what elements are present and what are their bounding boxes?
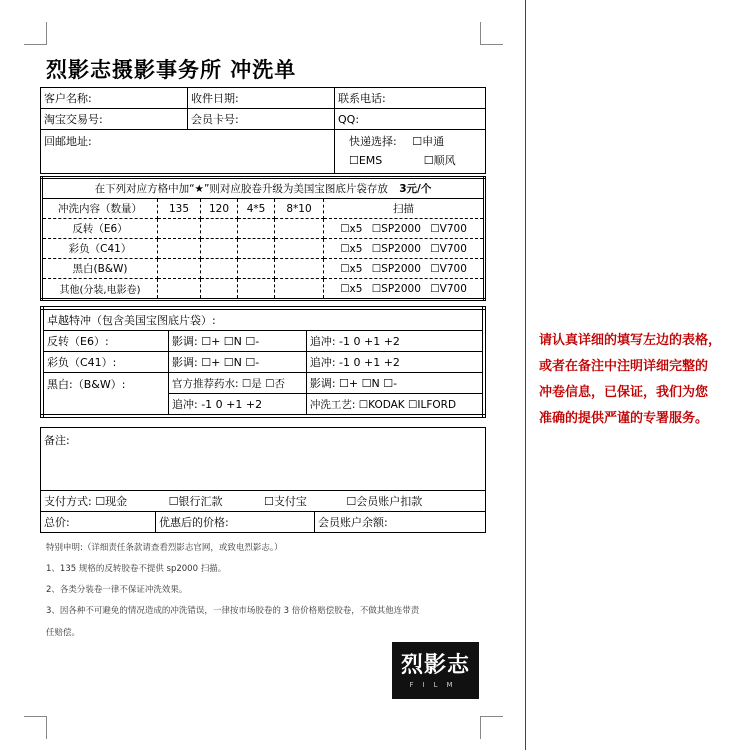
scan-option-v700[interactable]: ☐V700 (430, 222, 467, 235)
instruction-line: 请认真详细的填写左边的表格， (539, 333, 722, 348)
crop-mark-top-right (480, 22, 503, 45)
instruction-line: 或者在备注中注明详细完整的 (539, 359, 709, 374)
scan-options (324, 279, 485, 300)
develop-row (42, 239, 485, 259)
qq-field[interactable]: QQ: (335, 109, 486, 130)
cell-input[interactable] (238, 219, 275, 239)
scan-options (324, 259, 485, 279)
cell-input[interactable] (275, 279, 324, 300)
express-option-ems[interactable]: ☐EMS (349, 154, 383, 167)
instruction-sidebar (539, 328, 745, 432)
receive-date-field[interactable]: 收件日期: (188, 88, 335, 109)
scan-option-x5[interactable]: ☐x5 (340, 242, 363, 255)
cell-input[interactable] (201, 219, 238, 239)
tone-options[interactable]: 影调: ☐+ ☐N ☐- (169, 352, 307, 373)
logo-subtext: FILM (409, 681, 462, 689)
customer-name-field[interactable]: 客户名称: (41, 88, 188, 109)
cell-input[interactable] (238, 239, 275, 259)
return-address-field[interactable]: 回邮地址: (41, 130, 335, 174)
remark-field[interactable]: 备注: (41, 428, 486, 491)
notes-statement: 特别申明:（详细责任条款请查看烈影志官网，或致电烈影志。） (46, 543, 283, 553)
express-label: 快递选择: (349, 135, 397, 148)
scan-option-v700[interactable]: ☐V700 (430, 262, 467, 275)
process-options[interactable]: 冲洗工艺: ☐KODAK ☐ILFORD (306, 394, 484, 417)
phone-field[interactable]: 联系电话: (335, 88, 486, 109)
customer-info-table (40, 87, 486, 174)
develop-row (42, 259, 485, 279)
cell-input[interactable] (275, 219, 324, 239)
cell-input[interactable] (201, 279, 238, 300)
cell-input[interactable] (275, 259, 324, 279)
premium-row-label-c41: 彩负（C41）: (42, 352, 169, 373)
push-options[interactable]: 追冲: -1 0 +1 +2 (306, 331, 484, 352)
develop-row (42, 219, 485, 239)
scan-option-sp2000[interactable]: ☐SP2000 (371, 222, 421, 235)
express-option-shentong[interactable]: ☐申通 (412, 135, 445, 148)
premium-row-label-bw: 黑白:（B&W）: (42, 373, 169, 417)
upgrade-instruction: 在下列对应方格中加“★”则对应胶卷升级为美国宝图底片袋存放 (94, 183, 388, 195)
upgrade-price: 3元/个 (399, 183, 432, 195)
developing-table (40, 176, 486, 301)
col-scan-header: 扫描 (324, 199, 485, 219)
premium-row-label-e6: 反转（E6）: (42, 331, 169, 352)
member-card-field[interactable]: 会员卡号: (188, 109, 335, 130)
scan-option-x5[interactable]: ☐x5 (340, 282, 363, 295)
crop-mark-bottom-right (480, 716, 503, 739)
crop-mark-top-left (24, 22, 47, 45)
push-options[interactable]: 追冲: -1 0 +1 +2 (306, 352, 484, 373)
cell-input[interactable] (158, 219, 201, 239)
push-options[interactable]: 追冲: -1 0 +1 +2 (169, 394, 307, 417)
col-size-120: 120 (201, 199, 238, 219)
crop-mark-bottom-left (24, 716, 47, 739)
cell-input[interactable] (158, 259, 201, 279)
cell-input[interactable] (201, 259, 238, 279)
payment-option-cash[interactable]: ☐现金 (95, 495, 128, 508)
cell-input[interactable] (238, 279, 275, 300)
page-edge-divider (525, 0, 526, 750)
scan-option-x5[interactable]: ☐x5 (340, 262, 363, 275)
payment-option-alipay[interactable]: ☐支付宝 (263, 495, 307, 508)
scan-option-v700[interactable]: ☐V700 (430, 282, 467, 295)
payment-option-member[interactable]: ☐会员账户扣款 (346, 495, 423, 508)
form-title: 烈影志摄影事务所 冲洗单 (46, 58, 297, 82)
notes-item-2: 2、各类分装卷一律不保证冲洗效果。 (46, 585, 188, 595)
row-label-bw: 黑白(B&W) (42, 259, 158, 279)
notes-item-3-cont: 任赔偿。 (46, 628, 81, 638)
scan-option-x5[interactable]: ☐x5 (340, 222, 363, 235)
cell-input[interactable] (201, 239, 238, 259)
cell-input[interactable] (275, 239, 324, 259)
payment-label: 支付方式: (44, 495, 92, 508)
notes-item-1: 1、135 规格的反转胶卷不提供 sp2000 扫描。 (46, 564, 227, 574)
tone-options[interactable]: 影调: ☐+ ☐N ☐- (169, 331, 307, 352)
upgrade-header (42, 178, 485, 199)
row-label-c41: 彩负（C41） (42, 239, 158, 259)
scan-options (324, 219, 485, 239)
scan-options (324, 239, 485, 259)
scan-option-v700[interactable]: ☐V700 (430, 242, 467, 255)
member-balance-field[interactable]: 会员账户余额: (315, 512, 486, 533)
premium-header: 卓越特冲（包含美国宝图底片袋）: (42, 308, 484, 331)
scan-option-sp2000[interactable]: ☐SP2000 (371, 262, 421, 275)
express-choice (335, 130, 486, 174)
cell-input[interactable] (158, 279, 201, 300)
row-label-e6: 反转（E6） (42, 219, 158, 239)
payment-option-bank[interactable]: ☐银行汇款 (168, 495, 223, 508)
brand-logo (392, 642, 479, 699)
scan-option-sp2000[interactable]: ☐SP2000 (371, 242, 421, 255)
col-content-header: 冲洗内容（数量） (42, 199, 158, 219)
cell-input[interactable] (158, 239, 201, 259)
discount-price-field[interactable]: 优惠后的价格: (156, 512, 315, 533)
tone-options[interactable]: 影调: ☐+ ☐N ☐- (306, 373, 484, 394)
develop-row (42, 279, 485, 300)
scan-option-sp2000[interactable]: ☐SP2000 (371, 282, 421, 295)
logo-text: 烈影志 (400, 652, 470, 678)
row-label-other: 其他(分装,电影卷) (42, 279, 158, 300)
payment-methods (41, 491, 486, 512)
instruction-line: 冲卷信息，已保证，我们为您 (539, 385, 709, 400)
recommend-chemistry[interactable]: 官方推荐药水: ☐是 ☐否 (169, 373, 307, 394)
col-size-135: 135 (158, 199, 201, 219)
express-option-shunfeng[interactable]: ☐顺风 (423, 154, 456, 167)
instruction-line: 准确的提供严谨的专署服务。 (539, 411, 709, 426)
notes-item-3: 3、因各种不可避免的情况造成的冲洗错误，一律按市场胶卷的 3 倍价格赔偿胶卷，不做其他连带责 (46, 606, 420, 616)
total-price-field[interactable]: 总价: (41, 512, 156, 533)
cell-input[interactable] (238, 259, 275, 279)
col-size-8x10: 8*10 (275, 199, 324, 219)
taobao-order-field[interactable]: 淘宝交易号: (41, 109, 188, 130)
payment-table (40, 427, 486, 533)
premium-processing-table (40, 306, 486, 418)
col-size-4x5: 4*5 (238, 199, 275, 219)
